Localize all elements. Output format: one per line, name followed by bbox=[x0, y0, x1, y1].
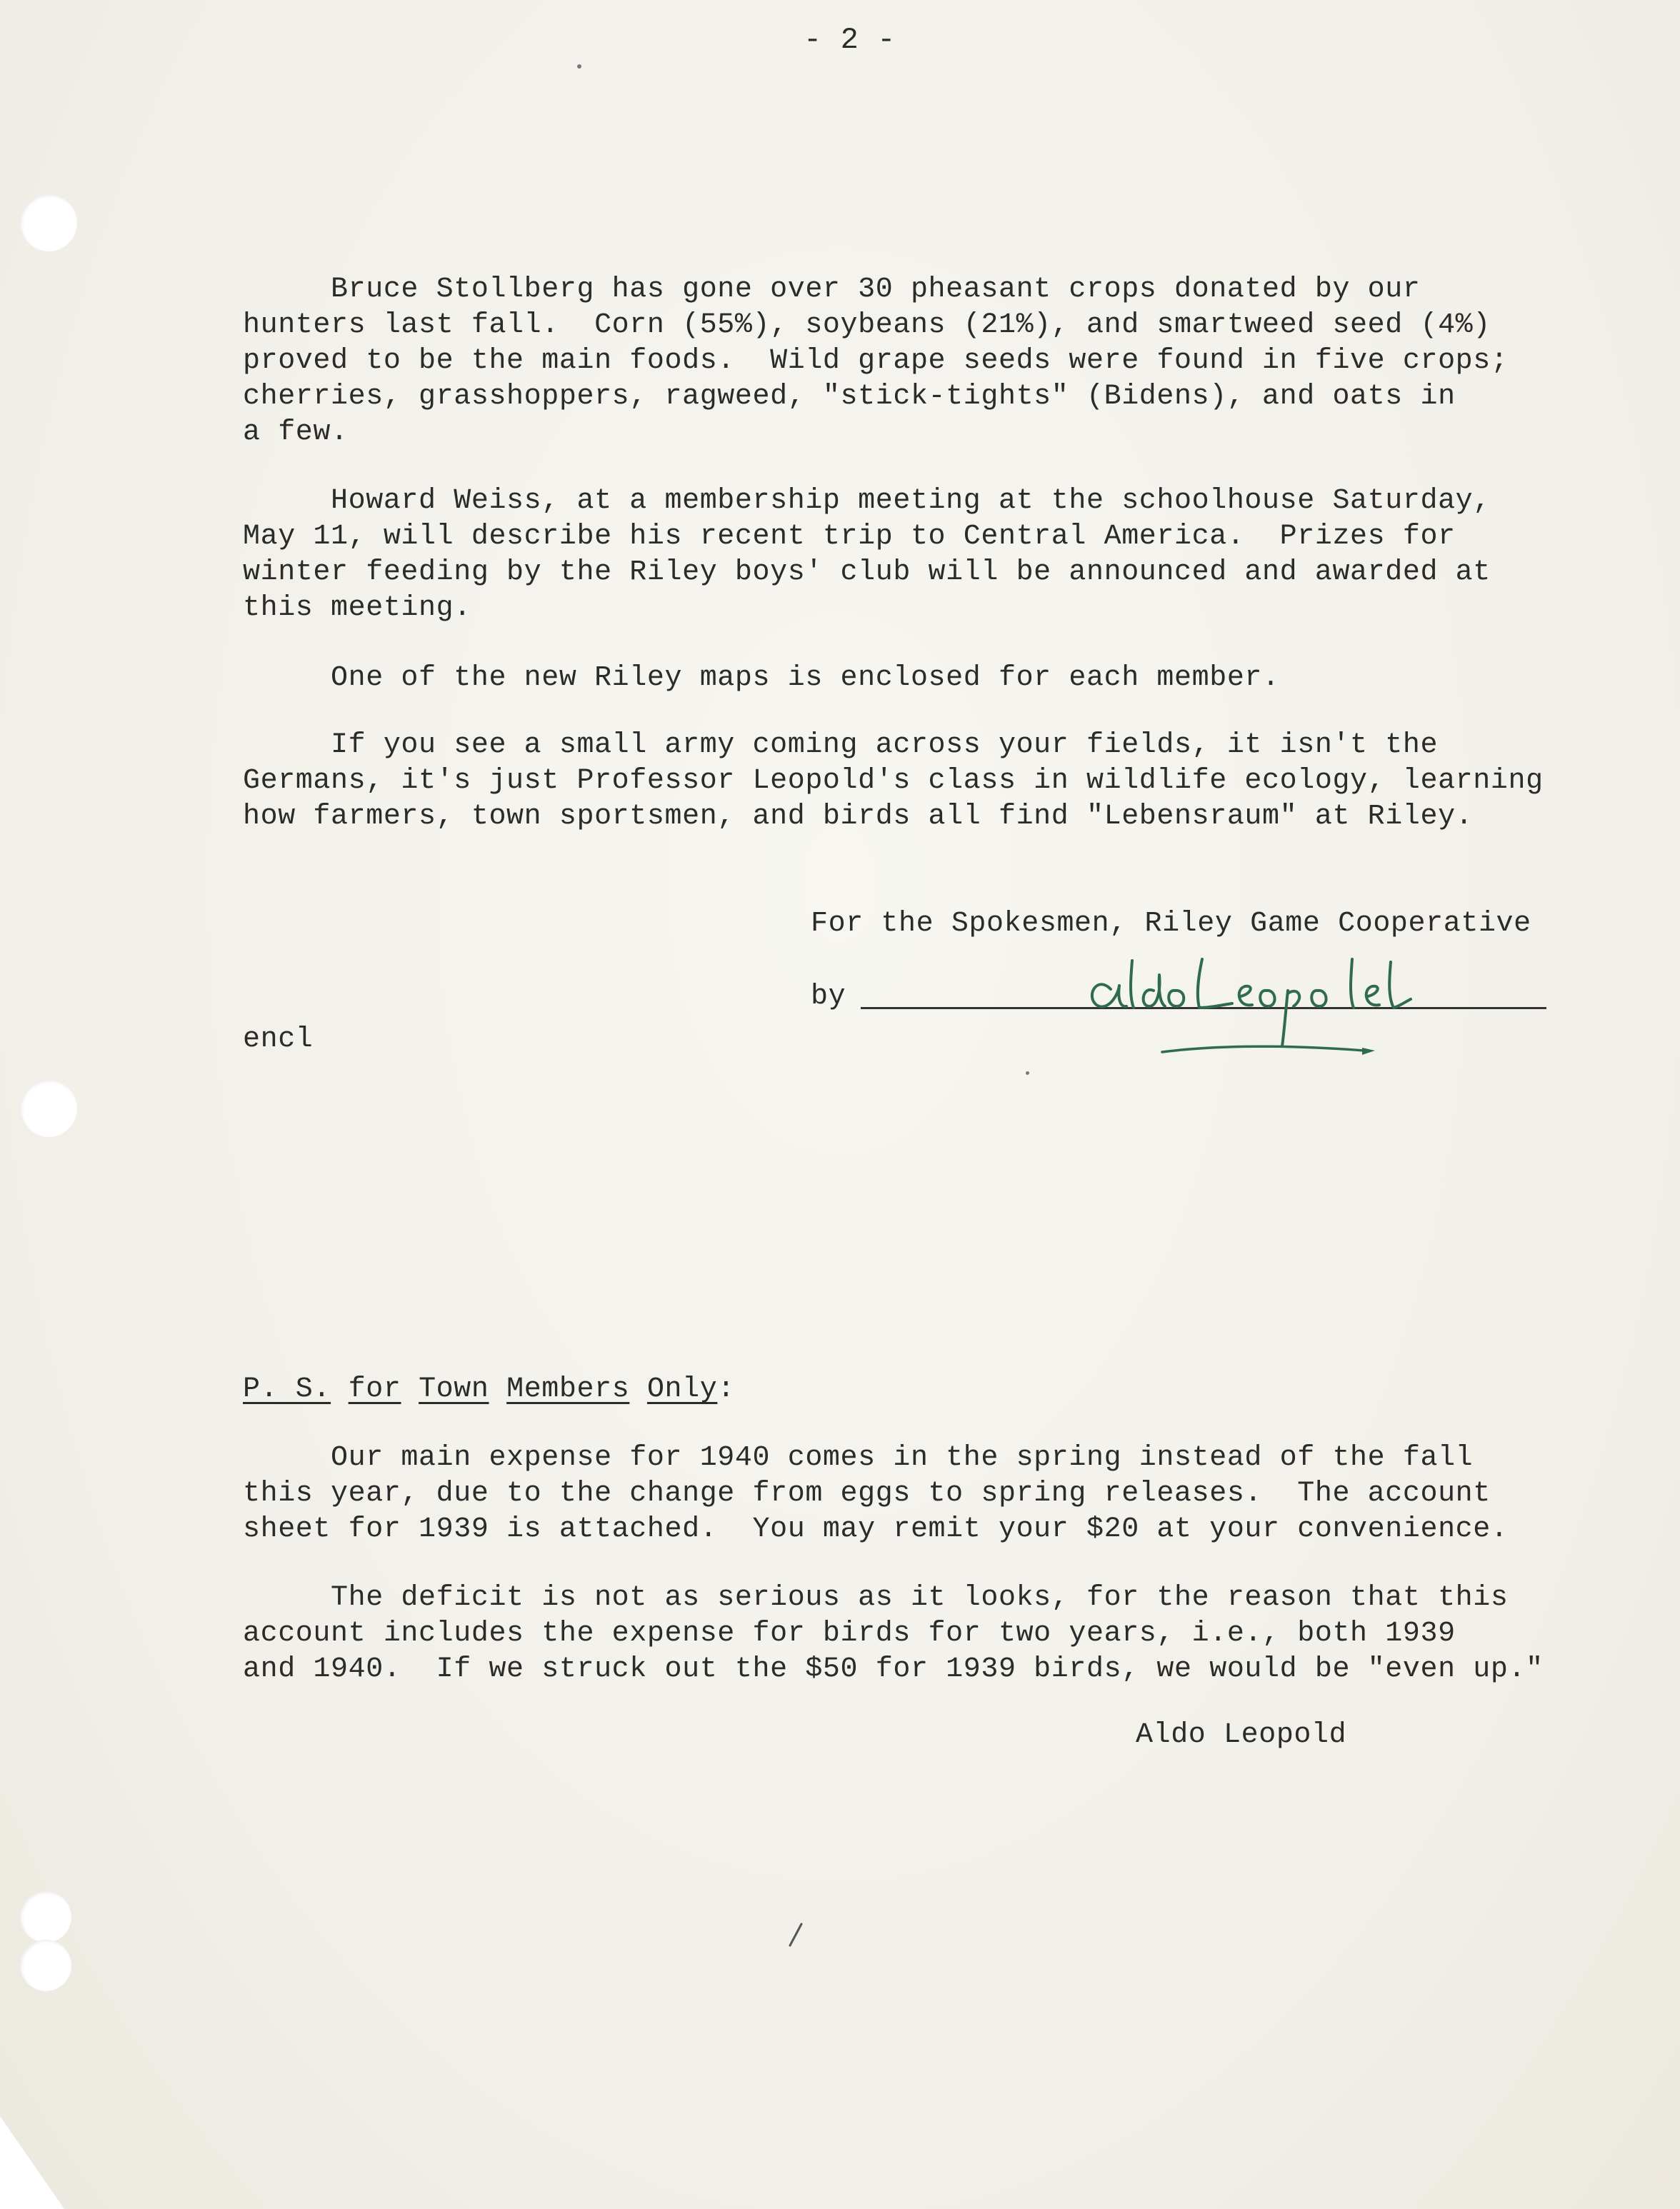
ps-heading-word: Only bbox=[646, 1373, 718, 1406]
ps-paragraph-line: account includes the expense for birds for two years, i.e., both 1939 bbox=[243, 1618, 1456, 1650]
paragraph-line: cherries, grasshoppers, ragweed, "stick-tights" (Bidens), and oats in bbox=[243, 381, 1456, 413]
paragraph-line: how farmers, town sportsmen, and birds all find "Lebensraum" at Riley. bbox=[243, 801, 1474, 833]
closing-line: For the Spokesmen, Riley Game Cooperative bbox=[811, 908, 1531, 940]
paragraph-line: One of the new Riley maps is enclosed for each member. bbox=[243, 662, 1280, 694]
paragraph-line: Bruce Stollberg has gone over 30 pheasant crops donated by our bbox=[243, 274, 1421, 306]
ps-paragraph-line: The deficit is not as serious as it looks, for the reason that this bbox=[243, 1582, 1509, 1614]
ps-heading-word: Members bbox=[506, 1373, 630, 1406]
ps-signoff: Aldo Leopold bbox=[1136, 1719, 1347, 1751]
punch-hole bbox=[20, 1891, 71, 1943]
torn-corner bbox=[0, 2116, 64, 2209]
ps-paragraph-line: Our main expense for 1940 comes in the spring instead of the fall bbox=[243, 1442, 1474, 1474]
punch-hole bbox=[20, 1940, 71, 1991]
ps-heading-word: P. S. bbox=[243, 1373, 331, 1406]
ink-speck bbox=[1026, 1071, 1029, 1075]
paragraph-line: If you see a small army coming across your fields, it isn't the bbox=[243, 729, 1439, 761]
page-number: - 2 - bbox=[804, 23, 896, 57]
by-label: by bbox=[811, 981, 846, 1013]
ps-paragraph-line: this year, due to the change from eggs to spring releases. The account bbox=[243, 1478, 1491, 1510]
paragraph-line: a few. bbox=[243, 416, 349, 449]
ps-paragraph-line: sheet for 1939 is attached. You may remit your $20 at your convenience. bbox=[243, 1513, 1509, 1546]
enclosure-note: encl bbox=[243, 1023, 314, 1056]
ps-heading-word: for bbox=[348, 1373, 401, 1406]
ps-heading-colon: : bbox=[717, 1373, 735, 1406]
pencil-mark bbox=[784, 1921, 806, 1950]
paragraph-line: May 11, will describe his recent trip to Central America. Prizes for bbox=[243, 521, 1456, 553]
handwritten-signature bbox=[1082, 946, 1418, 1068]
paragraph-line: this meeting. bbox=[243, 592, 471, 624]
punch-hole bbox=[20, 1080, 77, 1137]
paragraph-line: winter feeding by the Riley boys' club will be announced and awarded at bbox=[243, 556, 1491, 588]
postscript-heading bbox=[243, 1373, 735, 1407]
paragraph-line: proved to be the main foods. Wild grape seeds were found in five crops; bbox=[243, 345, 1509, 377]
paragraph-line: Howard Weiss, at a membership meeting at the schoolhouse Saturday, bbox=[243, 485, 1491, 517]
ink-speck bbox=[577, 64, 581, 69]
ps-paragraph-line: and 1940. If we struck out the $50 for 1939 birds, we would be "even up." bbox=[243, 1653, 1544, 1685]
ps-heading-word: Town bbox=[419, 1373, 489, 1406]
paragraph-line: Germans, it's just Professor Leopold's class in wildlife ecology, learning bbox=[243, 765, 1544, 797]
paragraph-line: hunters last fall. Corn (55%), soybeans (21%), and smartweed seed (4%) bbox=[243, 309, 1491, 341]
punch-hole bbox=[20, 194, 77, 251]
